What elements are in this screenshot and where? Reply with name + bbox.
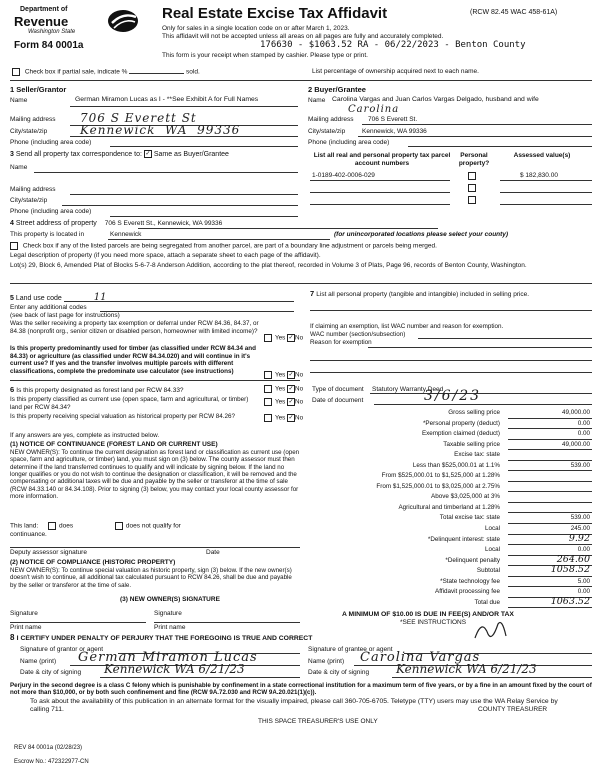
personal-col-header: Personal property?: [458, 152, 490, 167]
q2-no-label: No: [295, 371, 304, 379]
personal-prop-label: List all personal property (tangible and intangible) included in selling price.: [316, 291, 530, 298]
partial-sale-row: [12, 68, 200, 77]
q3-yes-label: Yes: [275, 385, 286, 393]
legal-label: Legal description of property (if you need more space, attach a separate sheet to each page of the affidavit).: [10, 252, 321, 259]
calc-row: [318, 566, 592, 577]
calc-row-value[interactable]: 539.00: [570, 461, 590, 469]
calc-row-value[interactable]: 0.00: [577, 419, 590, 427]
calc-row-value[interactable]: 0.00: [577, 588, 590, 596]
calc-row-value[interactable]: 9.92: [568, 532, 590, 544]
alt-format-notice: To ask about the availability of this publication in an alternate format for the visually impaired, please call 360-705-6705. Teletype (TTY) users may use the WA Relay Service by calling 711.: [30, 698, 558, 714]
list-pct-note: List percentage of ownership acquired next to each name.: [312, 68, 479, 75]
segregated-label: Check box if any of the listed parcels are being segregated from another parcel, are part of a boundary line adjustment or parcels being merged.: [22, 242, 437, 250]
partial-sale-label: Check box if partial sale, indicate %: [24, 68, 128, 76]
forest-question: 6 Is this property designated as forest land per RCW 84.33?: [10, 385, 184, 394]
grantor-print-label: Name (print): [20, 658, 57, 665]
does-checkbox[interactable]: [48, 522, 56, 530]
historic-question: Is this property receiving special valuation as historical property per RCW 84.26?: [10, 413, 236, 420]
segregated-checkbox[interactable]: [10, 242, 18, 250]
q5-yes-checkbox[interactable]: [264, 414, 272, 422]
calc-row: [318, 419, 592, 430]
q1-yes-checkbox[interactable]: [264, 334, 272, 342]
grantee-print-label: Name (print): [308, 658, 345, 665]
parcel-col-header: List all real and personal property tax parcel account numbers: [313, 152, 451, 167]
land-use-label: Land use code: [15, 295, 62, 302]
dept-line1: Department of: [20, 6, 68, 13]
seller-city-label: City/state/zip: [10, 128, 48, 135]
calc-row-value[interactable]: 1058.52: [550, 564, 590, 576]
dept-line3: Washington State: [28, 29, 76, 35]
calc-row-label: From $525,000.01 to $1,525,000 at 1.28%: [381, 472, 500, 480]
grantor-print-name[interactable]: German Miramon Lucas: [78, 650, 258, 665]
timber-question: Is this property predominantly used for timber (as classified under RCW 84.34 and 84.33) or agriculture (as classified under RCW 84.34.020) and will continue in it's current use? If yes and the transfer involves multiple parcels with different classifications, complete the predominate use calculator (see instructions): [10, 345, 256, 375]
grantor-date-city[interactable]: Kennewick WA 6/21/23: [104, 662, 245, 676]
calc-row-value[interactable]: 245.00: [570, 525, 590, 533]
send-to-label: Send all property tax correspondence to:: [15, 150, 142, 158]
send-city-label: City/state/zip: [10, 197, 48, 204]
doc-type-value[interactable]: Statutory Warranty Deed: [372, 386, 444, 393]
perjury-notice: Perjury in the second degree is a class C felony which is punishable by confinement in a state correctional institution for a maximum term of five years, or by a fine in an amount fixed by the court of not more than $10,000, or by both such confinement and fine (RCW 9A.72.030 and RCW 9A.20.021(1)(c)).: [10, 682, 592, 697]
same-as-buyer-checkbox[interactable]: ✓: [145, 151, 151, 157]
grantee-signature-scribble: [470, 616, 510, 646]
certify-label: I CERTIFY UNDER PENALTY OF PERJURY THAT THE FOREGOING IS TRUE AND CORRECT: [16, 635, 313, 642]
sig-grantee-label: Signature of grantee or agent: [308, 646, 393, 653]
calc-row-label: *Delinquent interest: state: [427, 535, 500, 543]
calc-row-label: Less than $525,000.01 at 1.1%: [412, 461, 500, 469]
add-codes-label: Enter any additional codes: [10, 304, 87, 311]
calc-row-label: Excise tax: state: [454, 451, 500, 459]
street-label: Street address of property: [15, 220, 97, 227]
current-use-question: Is this property classified as current use (open space, farm and agricultural, or timber) land per RCW 84.34?: [10, 396, 249, 411]
grantor-date-label: Date & city of signing: [20, 669, 82, 676]
current-use-yes-no: [264, 398, 303, 406]
buyer-city-value[interactable]: Kennewick, WA 99336: [362, 128, 427, 135]
send-mailing-label: Mailing address: [10, 186, 56, 193]
calc-row-label: From $1,525,000.01 to $3,025,000 at 2.75%: [376, 482, 500, 490]
notice-line1: Only for sales in a single location code on or after March 1, 2023.: [162, 25, 350, 32]
calc-row-label: Exemption claimed (deduct): [421, 430, 500, 438]
calc-row-label: *State technology fee: [440, 577, 500, 585]
doc-type-label: Type of document: [312, 386, 364, 393]
buyer-name-value[interactable]: Carolina Vargas and Juan Carlos Vargas Delgado, husband and wife: [332, 96, 539, 103]
form-number: Form 84 0001a: [14, 40, 84, 51]
calc-row-value[interactable]: 49,000.00: [561, 440, 590, 448]
buyer-phone-label: Phone (including area code): [308, 139, 390, 146]
land-use-code[interactable]: 11: [93, 292, 107, 303]
notice1-body: NEW OWNER(S): To continue the current designation as forest land or classification as current use (open space, farm and agriculture, or timber) land, you must sign on (3) below. The county assessor must then determine if the land transferred continues to qualify and will indicate by signing below. If the land no longer qualifies or you do not wish to continue the designation or classification, it will be removed and the compensating or additional taxes will be due and payable by the seller or transferor at the time of sale (RCW 84.33.140 or 84.34.108). Prior to signing (3) below, you may contact your local county assessor for more information.: [10, 449, 300, 500]
calc-row-label: *Personal property (deduct): [422, 419, 500, 427]
seller-mailing-label: Mailing address: [10, 116, 56, 123]
seller-mailing-value[interactable]: 706 S Everett St: [80, 111, 197, 125]
street-row: 4 Street address of property 706 S Everett St., Kennewick, WA 99336: [10, 220, 223, 227]
q4-no-checkbox[interactable]: ✓: [288, 399, 294, 405]
timber-yes-no: [264, 371, 303, 379]
calc-row-value[interactable]: 49,000.00: [561, 409, 590, 416]
q1-no-label: No: [295, 334, 304, 342]
calc-row: [318, 577, 592, 588]
new-owner-print-label-2: Print name: [154, 624, 186, 631]
same-as-buyer-label: Same as Buyer/Grantee: [153, 150, 229, 158]
calc-table: [318, 408, 592, 608]
grantee-date-city[interactable]: Kennewick WA 6/21/23: [396, 662, 537, 676]
grantee-date-label: Date & city of signing: [308, 669, 370, 676]
buyer-city-label: City/state/zip: [308, 128, 346, 135]
exemption-label: If claiming an exemption, list WAC number and reason for exemption.: [310, 323, 504, 330]
calc-row-label: Above $3,025,000 at 3%: [431, 493, 500, 501]
q3-no-label: No: [295, 385, 304, 393]
personal-prop-row: 7 List all personal property (tangible and intangible) included in selling price.: [310, 289, 530, 298]
rev-number: REV 84 0001a (02/28/23): [14, 745, 83, 751]
calc-row-label: Subtotal: [476, 567, 500, 575]
personal-checkbox-2[interactable]: [468, 184, 479, 193]
assessed-col-header: Assessed value(s): [513, 152, 571, 159]
calc-row-label: Total excise tax: state: [439, 514, 500, 522]
personal-checkbox-3[interactable]: [468, 196, 479, 205]
calc-row-label: Total due: [474, 598, 500, 606]
recording-stamp: 176630 - $1063.52 RA - 06/22/2023 - Benton County: [260, 40, 526, 50]
escrow-number: Escrow No.: 472322977-CN: [14, 759, 89, 765]
send-name-label: Name: [10, 164, 28, 171]
assessed-value[interactable]: $ 182,830.00: [520, 172, 558, 179]
notice2-title: (2) NOTICE OF COMPLIANCE (HISTORIC PROPERTY): [10, 559, 176, 566]
q1-yes-label: Yes: [275, 334, 286, 342]
new-owner-print-label-1: Print name: [10, 624, 42, 631]
continuance-label: continuance.: [10, 531, 47, 538]
calc-row: [318, 408, 592, 419]
q5-no-label: No: [295, 414, 304, 422]
buyer-name-label: Name: [308, 97, 326, 104]
q2-yes-checkbox[interactable]: [264, 371, 272, 379]
deputy-date-label: Date: [206, 549, 220, 556]
q4-yes-label: Yes: [275, 398, 286, 406]
revenue-logo-icon: [106, 8, 140, 34]
calc-row-value[interactable]: 0.00: [577, 546, 590, 554]
wac-label: WAC number (section/subsection): [310, 331, 406, 338]
does-not-checkbox[interactable]: [115, 522, 123, 530]
located-label: This property is located in: [10, 231, 85, 238]
segregated-row: [10, 242, 437, 251]
buyer-mailing-value[interactable]: 706 S Everett St.: [368, 116, 418, 123]
form-title: Real Estate Excise Tax Affidavit: [162, 5, 388, 22]
calc-row: [318, 482, 592, 493]
this-land-row: [10, 522, 181, 531]
treasurer-use-label: THIS SPACE TREASURER'S USE ONLY: [258, 718, 378, 725]
calc-row: [318, 450, 592, 461]
land-use-row: 5 Land use code 11: [10, 292, 107, 303]
q1-no-checkbox[interactable]: ✓: [288, 335, 294, 341]
personal-checkbox-1[interactable]: [468, 172, 479, 181]
calc-row: [318, 429, 592, 440]
notice1-title: (1) NOTICE OF CONTINUANCE (FOREST LAND OR CURRENT USE): [10, 441, 218, 448]
q5-yes-label: Yes: [275, 414, 286, 422]
calc-row-label: Local: [484, 546, 500, 554]
calc-row: [318, 532, 592, 546]
minimum-due: A MINIMUM OF $10.00 IS DUE IN FEE(S) AND/OR TAX: [342, 611, 514, 618]
street-value[interactable]: 706 S Everett St., Kennewick, WA 99336: [104, 220, 223, 227]
calc-row: [318, 513, 592, 524]
partial-sold-label: sold.: [186, 68, 200, 76]
exemption-question: Was the seller receiving a property tax exemption or deferral under RCW 84.36, 84.37, or 84.38 (nonprofit org., senior citizen or disabled person, homeowner with limited income)?: [10, 320, 259, 335]
this-land-label: This land:: [10, 522, 39, 530]
calc-row-label: Gross selling price: [448, 409, 500, 416]
calc-row-value[interactable]: 539.00: [570, 514, 590, 522]
notice-line2: This affidavit will not be accepted unless all areas on all pages are fully and accurately completed.: [162, 33, 444, 40]
does-label: does: [59, 522, 74, 530]
see-instructions: *SEE INSTRUCTIONS: [400, 619, 467, 626]
county-treasurer-label: COUNTY TREASURER: [478, 706, 548, 713]
does-not-label: does not qualify for: [125, 522, 181, 530]
reason-label: Reason for exemption: [310, 339, 372, 346]
new-owner-sig-heading: (3) NEW OWNER(S) SIGNATURE: [120, 596, 220, 603]
doc-date-label: Date of document: [312, 397, 364, 404]
calc-row-label: Agricultural and timberland at 1.28%: [398, 503, 500, 511]
located-value[interactable]: Kennewick: [110, 231, 142, 238]
q4-no-label: No: [295, 398, 304, 406]
q3-yes-checkbox[interactable]: [264, 385, 272, 393]
form-rcw: (RCW 82.45 WAC 458-61A): [470, 9, 558, 16]
q2-no-checkbox[interactable]: ✓: [288, 372, 294, 378]
calc-row: [318, 595, 592, 609]
notice-line3: This form is your receipt when stamped by cashier. Please type or print.: [162, 52, 368, 59]
send-to-row: 3 Send all property tax correspondence to: ✓ Same as Buyer/Grantee: [10, 150, 229, 158]
calc-row-label: *Delinquent penalty: [445, 556, 500, 564]
exemption-yes-no: [264, 334, 303, 342]
calc-row-value[interactable]: 264.60: [556, 553, 590, 565]
new-owner-sig-label-1: Signature: [10, 610, 38, 617]
seller-heading: 1 Seller/Grantor: [10, 85, 67, 94]
buyer-mailing-label: Mailing address: [308, 116, 354, 123]
partial-sale-checkbox[interactable]: [12, 68, 20, 76]
q2-yes-label: Yes: [275, 371, 286, 379]
send-phone-label: Phone (including area code): [10, 208, 92, 215]
legal-description[interactable]: Lot(s) 29, Block 6, Amended Plat of Blocks 5-6-7-8 Anderson Addition, according to the plat thereof, recorded in Volume 3 of Plats, Page 96, records of Benton County, Washington.: [10, 262, 527, 269]
q5-no-checkbox[interactable]: ✓: [288, 415, 294, 421]
calc-row-value[interactable]: 5.00: [577, 577, 590, 585]
calc-row: [318, 471, 592, 482]
parcel-number[interactable]: 1-0189-402-0006-029: [312, 172, 375, 179]
calc-row-label: Affidavit processing fee: [435, 588, 500, 596]
buyer-heading: 2 Buyer/Grantee: [308, 85, 366, 94]
calc-row-label: Taxable selling price: [443, 440, 500, 448]
seller-name-label: Name: [10, 97, 28, 104]
calc-row-value[interactable]: 0.00: [577, 430, 590, 438]
doc-date-value[interactable]: 3/6/23: [424, 388, 482, 404]
notice2-body: NEW OWNER(S): To continue special valuation as historic property, sign (3) below. If the new owner(s) doesn't wish to continue, all additional tax calculated pursuant to RCW 84.26, shall be due and payable by the seller or transferor at the time of sale.: [10, 567, 292, 589]
sig-grantor-label: Signature of grantor or agent: [20, 646, 104, 653]
uninc-note: (for unincorporated locations please select your county): [334, 231, 509, 238]
calc-row: [318, 492, 592, 503]
deputy-sig-label: Deputy assessor signature: [10, 549, 87, 556]
calc-row: [318, 440, 592, 451]
seller-phone-label: Phone (including area code): [10, 139, 92, 146]
seller-city-value[interactable]: Kennewick WA 99336: [80, 123, 241, 137]
grantee-print-name[interactable]: Carolina Vargas: [360, 650, 481, 665]
see-back-label: (see back of last page for instructions): [10, 312, 120, 319]
any-yes-note: If any answers are yes, complete as instructed below.: [10, 432, 160, 439]
calc-row: [318, 461, 592, 472]
q3-no-checkbox[interactable]: ✓: [288, 386, 294, 392]
historic-yes-no: [264, 414, 303, 422]
certify-row: 8 I CERTIFY UNDER PENALTY OF PERJURY THAT THE FOREGOING IS TRUE AND CORRECT: [10, 633, 313, 642]
calc-row-label: Local: [484, 525, 500, 533]
new-owner-sig-label-2: Signature: [154, 610, 182, 617]
calc-row-value[interactable]: 1063.52: [550, 595, 590, 607]
calc-row: [318, 503, 592, 514]
buyer-name-handwritten: Carolina: [348, 104, 400, 115]
q4-yes-checkbox[interactable]: [264, 398, 272, 406]
seller-name-value[interactable]: German Miramon Lucas as I - **See Exhibit A for Full Names: [75, 96, 259, 103]
dept-line2: Revenue: [14, 14, 69, 29]
forest-yes-no: [264, 385, 303, 393]
